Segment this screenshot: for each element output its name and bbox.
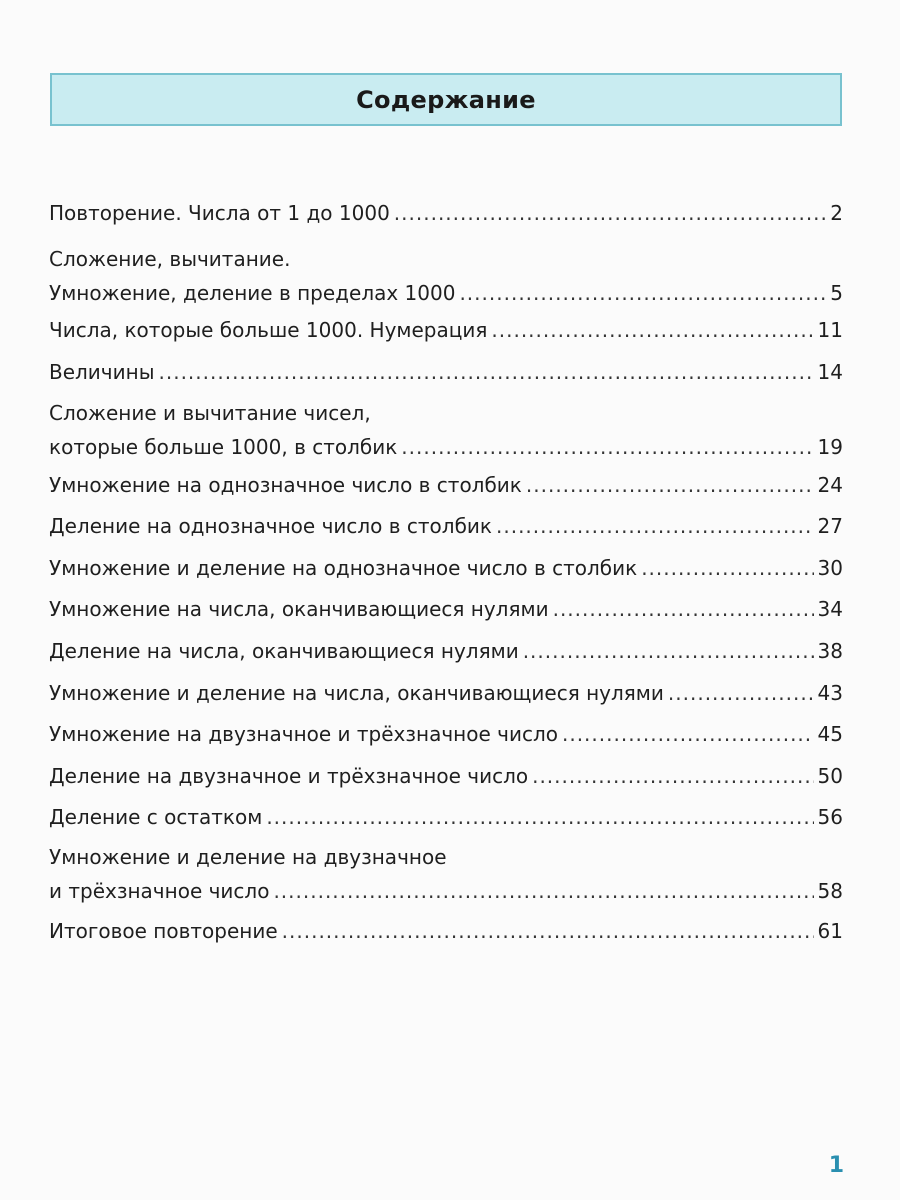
toc-leader-dots: [282, 914, 814, 948]
toc-entry-title: Деление на числа, оканчивающиеся нулями: [49, 639, 519, 663]
toc-entry: [49, 592, 843, 626]
toc-entry: [49, 676, 843, 710]
toc-leader-dots: [523, 634, 814, 668]
toc-leader-dots: [562, 717, 814, 751]
toc-entry-title: Числа, которые больше 1000. Нумерация: [49, 318, 488, 342]
toc-entry-title: Деление на двузначное и трёхзначное число: [49, 764, 529, 788]
toc-entry: [49, 468, 843, 502]
toc-entry: [49, 509, 843, 543]
page-number: 1: [828, 1153, 844, 1178]
toc-entry: [49, 313, 843, 347]
toc-entry-title: Умножение и деление на однозначное число в столбик: [49, 556, 638, 580]
toc-entry: [49, 759, 843, 793]
toc-page-number: 24: [817, 473, 843, 497]
toc-entry-first-line: Сложение, вычитание.: [49, 247, 291, 271]
toc-entry-title: Деление с остатком: [49, 805, 263, 829]
toc-page-number: 11: [817, 318, 843, 342]
toc-leader-dots: [668, 676, 814, 710]
toc-page-number: 45: [817, 722, 843, 746]
toc-entry: [49, 634, 843, 668]
toc-page-number: 30: [817, 556, 843, 580]
toc-page-number: 38: [817, 639, 843, 663]
toc-entry-first-line: Сложение и вычитание чисел,: [49, 401, 371, 425]
toc-entry-first-line: Умножение и деление на двузначное: [49, 845, 447, 869]
toc-entry: [49, 196, 843, 230]
toc-entry-title: Умножение на двузначное и трёхзначное число: [49, 722, 558, 746]
toc-page-number: 19: [817, 435, 843, 459]
toc-page-number: 56: [817, 805, 843, 829]
toc-page-number: 27: [817, 514, 843, 538]
toc-leader-dots: [553, 592, 814, 626]
toc-leader-dots: [491, 313, 813, 347]
toc-entry: [49, 242, 843, 310]
toc-page-number: 43: [817, 681, 843, 705]
toc-leader-dots: [496, 509, 814, 543]
toc-page-number: 14: [817, 360, 843, 384]
toc-entry-title: Умножение на однозначное число в столбик: [49, 473, 522, 497]
header-box: [50, 73, 842, 126]
toc-entry: [49, 840, 843, 908]
toc-leader-dots: [641, 551, 813, 585]
toc-entry: [49, 717, 843, 751]
toc-page-number: 5: [830, 281, 843, 305]
toc-entry: [49, 800, 843, 834]
page-title: Содержание: [356, 85, 536, 114]
toc-entry: [49, 396, 843, 464]
toc-page-number: 50: [817, 764, 843, 788]
toc-entry-title: Умножение, деление в пределах 1000: [49, 281, 456, 305]
toc-leader-dots: [394, 196, 826, 230]
toc-entry-title: Умножение на числа, оканчивающиеся нулями: [49, 597, 549, 621]
toc-entry-title: которые больше 1000, в столбик: [49, 435, 398, 459]
toc-page-number: 58: [817, 879, 843, 903]
toc-entry-title: Итоговое повторение: [49, 919, 278, 943]
toc-entry: [49, 551, 843, 585]
toc-leader-dots: [401, 430, 813, 464]
toc-page-number: 34: [817, 597, 843, 621]
toc-entry-title: и трёхзначное число: [49, 879, 270, 903]
toc-entry-title: Деление на однозначное число в столбик: [49, 514, 492, 538]
toc-leader-dots: [459, 276, 826, 310]
toc-entry: [49, 914, 843, 948]
toc-leader-dots: [532, 759, 813, 793]
toc-entry-title: Величины: [49, 360, 155, 384]
toc-leader-dots: [526, 468, 814, 502]
toc-entry-title: Повторение. Числа от 1 до 1000: [49, 201, 390, 225]
toc-leader-dots: [273, 874, 813, 908]
toc-entry-title: Умножение и деление на числа, оканчивающиеся нулями: [49, 681, 664, 705]
toc-page-number: 61: [817, 919, 843, 943]
toc-leader-dots: [266, 800, 813, 834]
toc-leader-dots: [159, 355, 814, 389]
toc-entry: [49, 355, 843, 389]
toc-page-number: 2: [830, 201, 843, 225]
